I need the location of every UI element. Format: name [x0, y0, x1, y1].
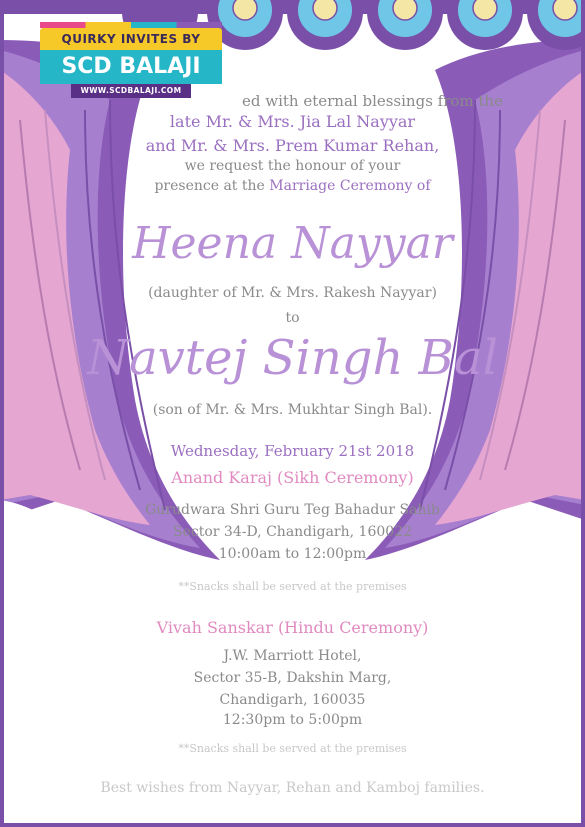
brand-badge: [40, 22, 222, 98]
groom-name: Navtej Singh Bal: [87, 330, 498, 386]
event1-time: 10:00am to 12:00pm: [218, 546, 367, 562]
event2-venue-3: Chandigarh, 160035: [219, 692, 366, 708]
event1-title: Anand Karaj (Sikh Ceremony): [171, 468, 414, 487]
badge-tagline: QUIRKY INVITES BY: [40, 28, 222, 50]
intro-line-3: and Mr. & Mrs. Prem Kumar Rehan,: [145, 136, 440, 155]
event-date: Wednesday, February 21st 2018: [170, 442, 415, 460]
event1-note: **Snacks shall be served at the premises: [178, 580, 407, 593]
event1-venue-1: Gurudwara Shri Guru Teg Bahadur Sahib: [145, 502, 440, 518]
badge-url: WWW.SCDBALAJI.COM: [71, 84, 191, 98]
bride-parents: (daughter of Mr. & Mrs. Rakesh Nayyar): [148, 285, 437, 301]
event2-time: 12:30pm to 5:00pm: [222, 712, 363, 728]
event2-note: **Snacks shall be served at the premises: [178, 742, 407, 755]
groom-parents: (son of Mr. & Mrs. Mukhtar Singh Bal).: [152, 402, 433, 418]
event2-venue-1: J.W. Marriott Hotel,: [223, 648, 362, 664]
badge-brand: SCD BALAJI: [40, 50, 222, 84]
event2-venue-2: Sector 35-B, Dakshin Marg,: [193, 670, 392, 686]
intro-line-4: we request the honour of your: [184, 158, 401, 174]
intro-line-1: ed with eternal blessings from the: [242, 92, 503, 110]
to-label: to: [285, 310, 300, 326]
intro-line-2: late Mr. & Mrs. Jia Lal Nayyar: [169, 112, 416, 131]
intro-line-5-highlight: Marriage Ceremony of: [269, 178, 431, 194]
event1-venue-2: Sector 34-D, Chandigarh, 160022: [173, 524, 412, 540]
closing-wishes: Best wishes from Nayyar, Rehan and Kamboj families.: [100, 780, 485, 796]
bride-name: Heena Nayyar: [132, 218, 453, 269]
intro-line-5-prefix: presence at the: [154, 178, 270, 194]
intro-line-5: [0, 178, 585, 194]
event2-title: Vivah Sanskar (Hindu Ceremony): [156, 618, 429, 637]
